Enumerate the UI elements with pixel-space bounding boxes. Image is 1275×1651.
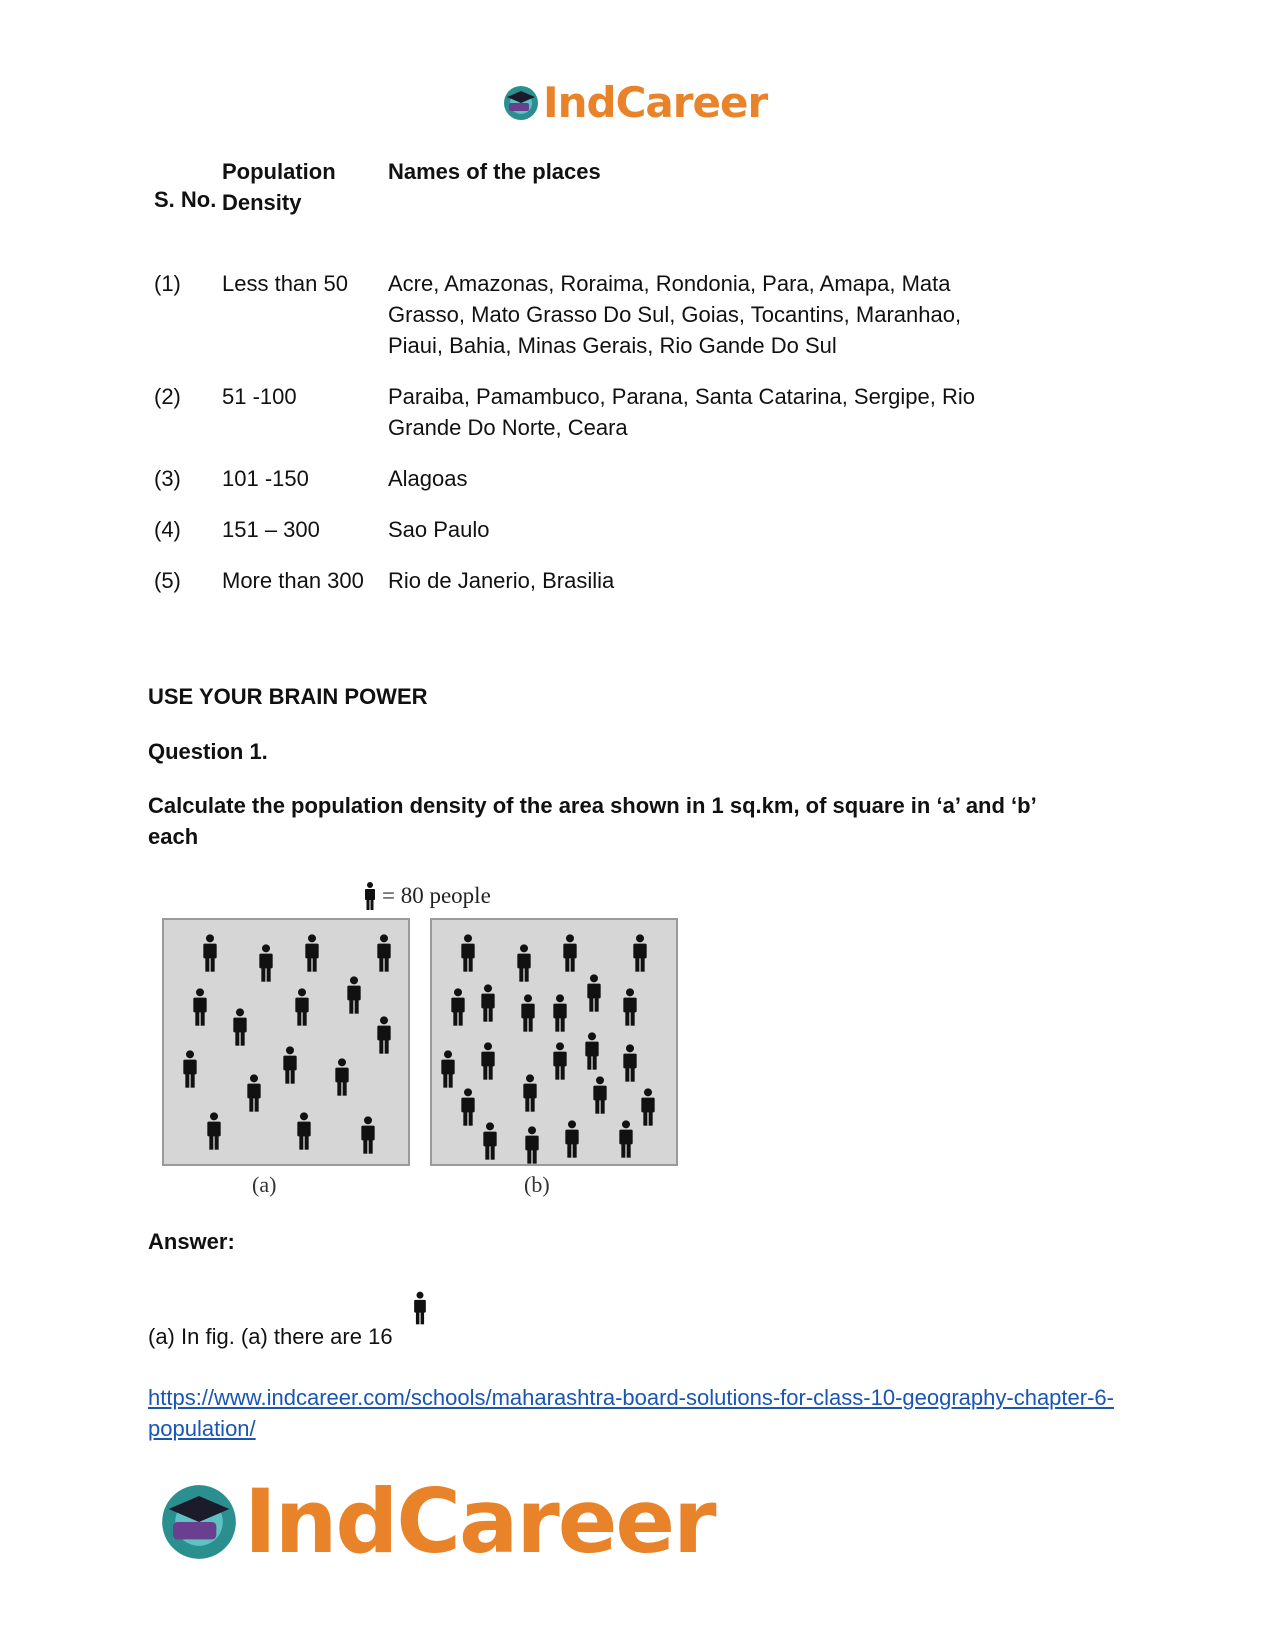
square-b-person-icon bbox=[562, 932, 578, 979]
table-row bbox=[154, 268, 978, 381]
square-b-person-icon bbox=[482, 1120, 498, 1167]
square-a-person-icon bbox=[296, 1110, 312, 1157]
square-a-person-icon bbox=[192, 986, 208, 1033]
row-places: Sao Paulo bbox=[388, 517, 490, 542]
square-b-person-icon bbox=[552, 1040, 568, 1087]
square-b-person-icon bbox=[632, 932, 648, 979]
square-b-person-icon bbox=[564, 1118, 580, 1165]
graduation-cap-logo-icon bbox=[503, 85, 539, 121]
person-icon bbox=[364, 882, 376, 910]
footer-logo bbox=[160, 1470, 715, 1573]
square-b-person-icon bbox=[522, 1072, 538, 1119]
caption-a: (a) bbox=[252, 1172, 277, 1197]
square-a-person-icon bbox=[232, 1006, 248, 1053]
header-sno: S. No. bbox=[154, 187, 217, 212]
square-a-person-icon bbox=[246, 1072, 262, 1119]
population-density-table bbox=[154, 156, 978, 616]
square-b-person-icon bbox=[440, 1048, 456, 1095]
row-density: 101 -150 bbox=[222, 466, 309, 491]
header-places: Names of the places bbox=[388, 159, 601, 184]
square-a-person-icon bbox=[182, 1048, 198, 1095]
square-b-person-icon bbox=[618, 1118, 634, 1165]
square-b-person-icon bbox=[520, 992, 536, 1039]
row-density: 151 – 300 bbox=[222, 517, 320, 542]
row-places: Acre, Amazonas, Roraima, Rondonia, Para, Amapa, Mata Grasso, Mato Grasso Do Sul, Goias, Tocantins, Maranhao, Piaui, Bahia, Minas Gerais, Rio Gande Do Sul bbox=[388, 271, 962, 358]
table-row bbox=[154, 381, 978, 463]
row-sno: (5) bbox=[154, 568, 181, 593]
row-places: Rio de Janerio, Brasilia bbox=[388, 568, 615, 593]
square-b-person-icon bbox=[460, 1086, 476, 1133]
square-b-person-icon bbox=[622, 986, 638, 1033]
row-sno: (1) bbox=[154, 271, 181, 296]
square-b-person-icon bbox=[480, 1040, 496, 1087]
graduation-cap-logo-icon bbox=[160, 1483, 238, 1561]
square-a-person-icon bbox=[360, 1114, 376, 1161]
table-header-row bbox=[154, 156, 978, 268]
row-density: 51 -100 bbox=[222, 384, 297, 409]
table-row bbox=[154, 565, 978, 616]
row-density: More than 300 bbox=[222, 568, 364, 593]
square-a-person-icon bbox=[206, 1110, 222, 1157]
square-a-person-icon bbox=[202, 932, 218, 979]
logo-text: IndCareer bbox=[543, 78, 768, 127]
square-b-person-icon bbox=[592, 1074, 608, 1121]
caption-b: (b) bbox=[524, 1172, 550, 1197]
source-link[interactable]: https://www.indcareer.com/schools/maharashtra-board-solutions-for-class-10-geography-chapter-6-population/ bbox=[148, 1385, 1114, 1441]
square-b-person-icon bbox=[640, 1086, 656, 1133]
row-density: Less than 50 bbox=[222, 271, 348, 296]
square-b-person-icon bbox=[516, 942, 532, 989]
question-text: Calculate the population density of the area shown in 1 sq.km, of square in ‘a’ and ‘b’ each bbox=[148, 793, 1036, 849]
row-sno: (3) bbox=[154, 466, 181, 491]
square-b-person-icon bbox=[460, 932, 476, 979]
source-link-wrap bbox=[148, 1382, 1116, 1444]
square-a-person-icon bbox=[258, 942, 274, 989]
square-b-person-icon bbox=[524, 1124, 540, 1171]
answer-label: Answer: bbox=[148, 1229, 235, 1254]
square-b-person-icon bbox=[622, 1042, 638, 1089]
square-b-person-icon bbox=[450, 986, 466, 1033]
square-a-person-icon bbox=[304, 932, 320, 979]
person-icon bbox=[413, 1290, 427, 1326]
answer-line: (a) In fig. (a) there are 16 bbox=[148, 1324, 393, 1349]
square-a-person-icon bbox=[334, 1056, 350, 1103]
logo-text: IndCareer bbox=[244, 1470, 715, 1573]
figure-square-b bbox=[430, 918, 678, 1166]
square-b-person-icon bbox=[480, 982, 496, 1029]
table-row bbox=[154, 463, 978, 514]
figure-square-a bbox=[162, 918, 410, 1166]
figure-legend bbox=[364, 882, 491, 910]
square-a-person-icon bbox=[346, 974, 362, 1021]
square-b-person-icon bbox=[552, 992, 568, 1039]
square-a-person-icon bbox=[294, 986, 310, 1033]
row-places: Paraiba, Pamambuco, Parana, Santa Catarina, Sergipe, Rio Grande Do Norte, Ceara bbox=[388, 384, 975, 440]
row-sno: (4) bbox=[154, 517, 181, 542]
square-a-person-icon bbox=[376, 932, 392, 979]
row-places: Alagoas bbox=[388, 466, 468, 491]
square-b-person-icon bbox=[584, 1030, 600, 1077]
row-sno: (2) bbox=[154, 384, 181, 409]
header-density: Population Density bbox=[222, 159, 336, 215]
square-b-person-icon bbox=[586, 972, 602, 1019]
header-logo bbox=[503, 78, 767, 127]
square-a-person-icon bbox=[282, 1044, 298, 1091]
population-figure bbox=[158, 882, 684, 1200]
legend-text: = 80 people bbox=[382, 883, 491, 908]
question-label: Question 1. bbox=[148, 739, 268, 764]
section-heading: USE YOUR BRAIN POWER bbox=[148, 684, 428, 709]
square-a-person-icon bbox=[376, 1014, 392, 1061]
table-row bbox=[154, 514, 978, 565]
